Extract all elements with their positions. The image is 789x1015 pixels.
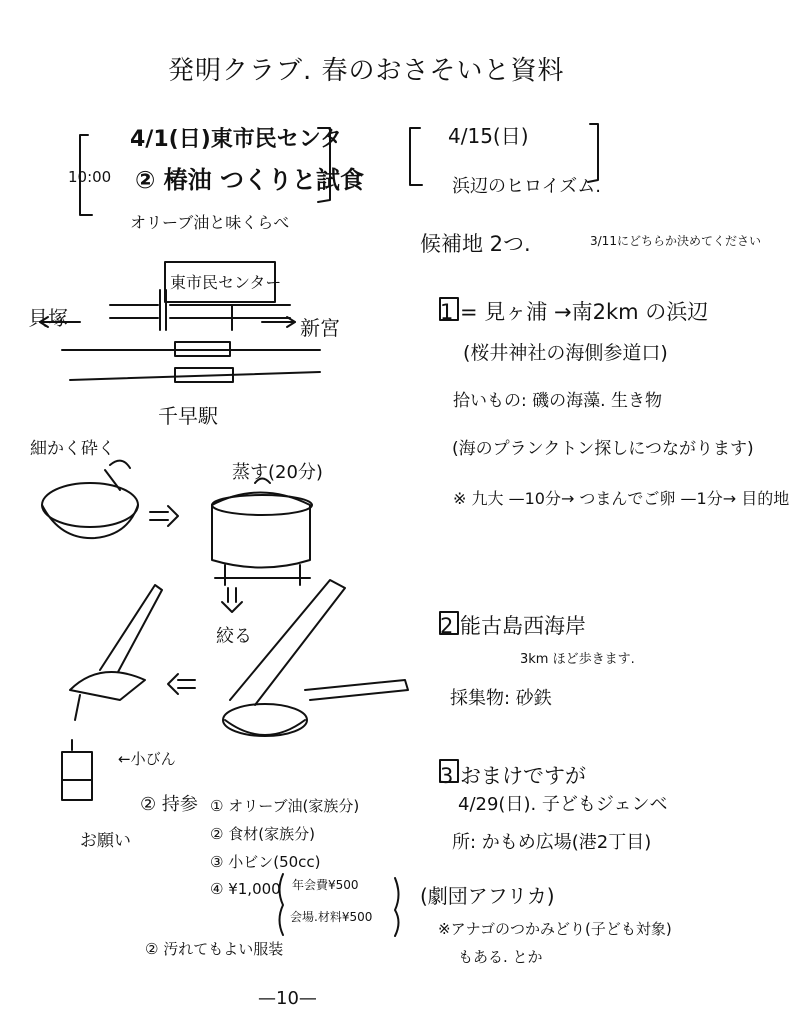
event2-place: 浜辺のヒロイズム. bbox=[452, 176, 602, 197]
bring-item: ① オリーブ油(家族分) bbox=[210, 797, 360, 815]
point1-sub: (桜井神社の海側参道口) bbox=[463, 342, 668, 364]
event1-time: 10:00 bbox=[68, 168, 112, 186]
point2-collect: 採集物: 砂鉄 bbox=[450, 688, 552, 709]
candidates: 候補地 2つ. bbox=[420, 232, 531, 256]
bracket-left-2 bbox=[410, 128, 422, 185]
point1-note: (海のプランクトン探しにつながります) bbox=[452, 439, 754, 459]
point3-place: 所: かもめ広場(港2丁目) bbox=[452, 832, 652, 853]
point3-note2: もある. とか bbox=[458, 948, 543, 966]
step-bottle: ←小びん bbox=[118, 750, 176, 768]
step-steam: 蒸す(20分) bbox=[232, 462, 323, 483]
decide-note: 3/11にどちらか決めてください bbox=[590, 234, 761, 248]
bring-label: ② 持参 bbox=[140, 794, 198, 815]
point3-title: 3 おまけですが bbox=[440, 764, 587, 788]
point1-collect: 拾いもの: 磯の海藻. 生き物 bbox=[453, 391, 662, 411]
map-right-label: 新宮 bbox=[300, 316, 340, 340]
event1-sub: オリーブ油と味くらべ bbox=[130, 213, 290, 232]
point3-note: ※アナゴのつかみどり(子ども対象) bbox=[438, 920, 672, 938]
map-center-label: 東市民センター bbox=[170, 273, 282, 292]
point2-walk: 3km ほど歩きます. bbox=[520, 652, 635, 667]
point3-date: 4/29(日). 子どもジェンベ bbox=[458, 794, 668, 815]
request-label: お願い bbox=[80, 831, 131, 851]
point2-title: 2 能古島西海岸 bbox=[440, 614, 587, 638]
clothes-note: ② 汚れてもよい服装 bbox=[145, 940, 284, 958]
event1-date: 4/1(日)東市民センタ bbox=[130, 127, 342, 152]
point1-title: 1 = 見ヶ浦 →南2km の浜辺 bbox=[440, 300, 709, 324]
step-squeeze: 絞る bbox=[216, 626, 252, 647]
point3-theater: (劇団アフリカ) bbox=[420, 884, 555, 908]
bring-item: ③ 小ビン(50cc) bbox=[210, 853, 321, 871]
fee-breakdown: 年会費¥500 bbox=[292, 878, 359, 892]
step-crush: 細かく砕く bbox=[30, 439, 115, 459]
page-title: 発明クラブ. 春のおさそいと資料 bbox=[168, 56, 565, 86]
bring-item: ② 食材(家族分) bbox=[210, 825, 315, 843]
event2-date: 4/15(日) bbox=[448, 124, 529, 148]
bring-item: ④ ¥1,000 bbox=[210, 880, 281, 898]
event1-activity: ② 椿油 つくりと試食 bbox=[135, 166, 365, 194]
map-left-label: 貝塚 bbox=[28, 306, 68, 330]
fee-breakdown: 会場.材料¥500 bbox=[290, 910, 373, 924]
point1-route: ※ 九大 —10分→ つまんでご卵 —1分→ 目的地 bbox=[453, 489, 789, 508]
page-number: —10— bbox=[258, 988, 317, 1009]
map-station-label: 千早駅 bbox=[158, 404, 218, 428]
